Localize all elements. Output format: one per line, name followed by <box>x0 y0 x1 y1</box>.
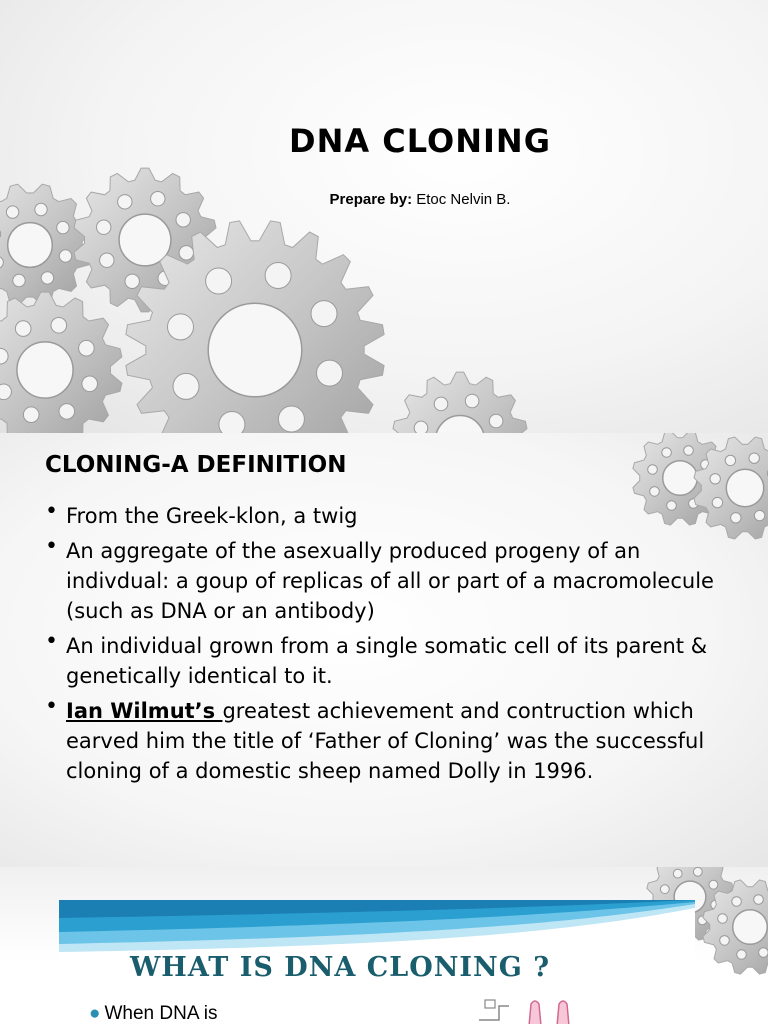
gear-icon <box>393 372 527 433</box>
list-item: • From the Greek-klon, a twig <box>45 499 358 528</box>
bullet-text: An individual grown from a single somatic cell of its parent & genetically identical to it. <box>66 634 708 688</box>
slide-title-text: DNA CLONING <box>289 122 551 160</box>
diagram-sketch <box>469 998 609 1024</box>
author-name: Etoc Nelvin B. <box>416 191 511 208</box>
content-panel <box>59 900 695 1024</box>
bullet-text: When DNA is <box>104 1003 218 1024</box>
bullet-icon: ● <box>89 1003 101 1024</box>
list-item: • Ian Wilmut’s greatest achievement and contruction which earved him the title of ‘Father of Cloning’ was the successful cloning of a domestic sheep named Dolly in 1996. <box>45 694 705 783</box>
bullet-text: greatest achievement and contruction which earved him the title of ‘Father of Cloning’ was the successful cloning of a domestic sheep named Dolly in 1996. <box>66 699 705 783</box>
definition-heading: CLONING-A DEFINITION <box>45 452 347 478</box>
prepared-by <box>240 191 600 208</box>
bullet-text: An aggregate of the asexually produced progeny of an indivdual: a goup of replicas of all or part of a macromolecule (such as DNA or an antibody) <box>66 539 714 623</box>
slide-definition <box>0 433 768 867</box>
list-item: • An individual grown from a single somatic cell of its parent & genetically identical to it. <box>45 629 708 688</box>
gear-icon <box>0 292 122 433</box>
list-item: • An aggregate of the asexually produced progeny of an indivdual: a goup of replicas of all or part of a macromolecule (such as DNA or an antibody) <box>45 534 714 623</box>
slide-what-is <box>0 867 768 1024</box>
panel-title: WHAT IS DNA CLONING ? <box>129 952 551 983</box>
wave-banner <box>59 900 695 960</box>
gear-icon <box>0 184 91 306</box>
panel-bullet <box>89 1003 217 1024</box>
person-name: Ian Wilmut’s <box>66 699 223 723</box>
slide-title <box>0 0 768 433</box>
bullet-text: From the Greek-klon, a twig <box>66 504 358 528</box>
prepared-by-label: Prepare by: <box>329 191 413 208</box>
definition-list <box>45 501 735 791</box>
gears-illustration <box>0 0 768 433</box>
